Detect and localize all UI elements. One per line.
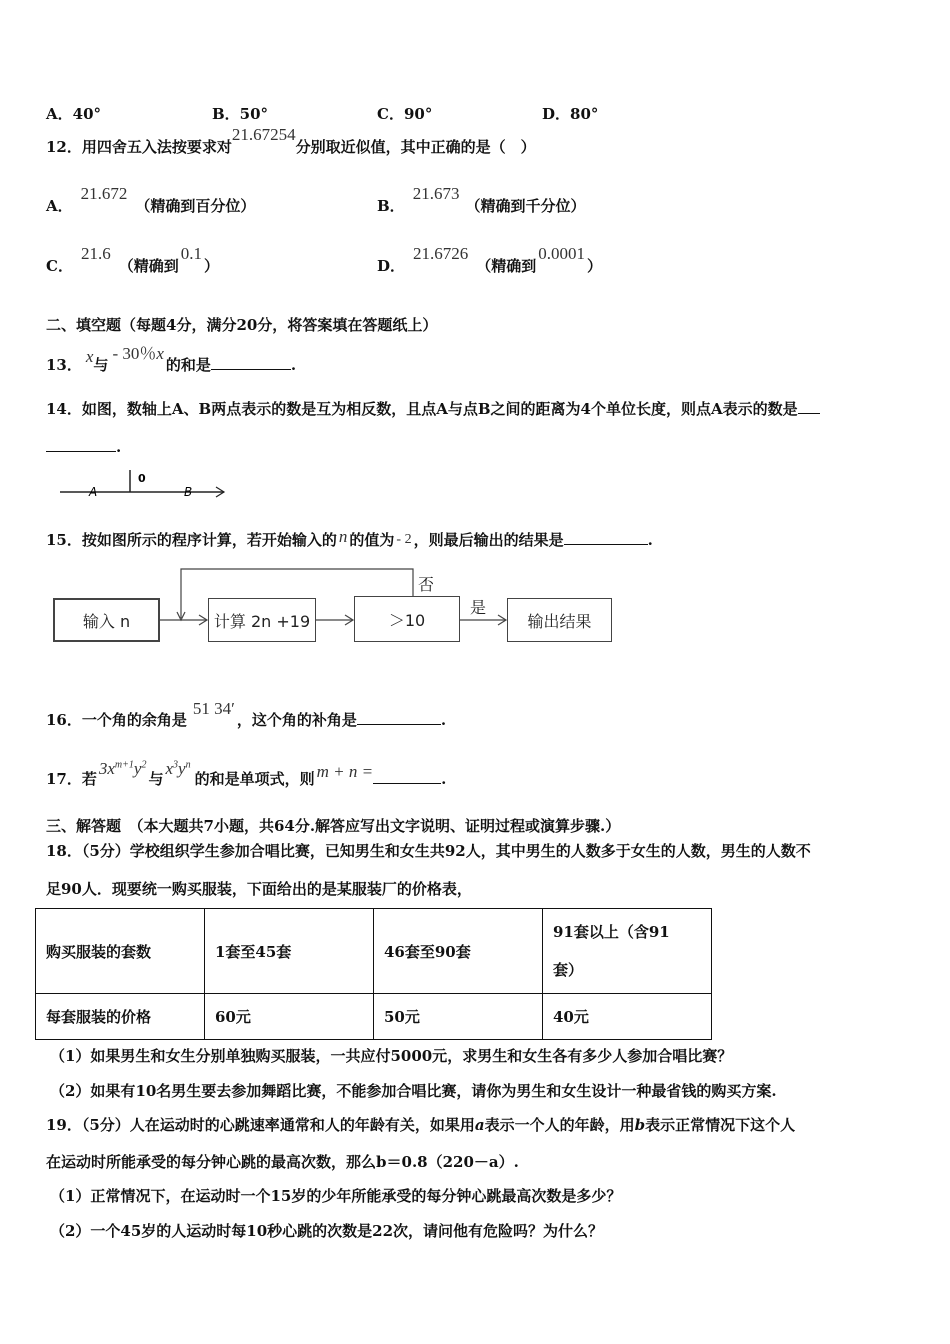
- flow-input-box: 输入 n: [53, 598, 160, 642]
- table-row: [36, 994, 712, 1040]
- q17-stem: 17．若$3x^{m+1}y^2$与$x^3y^n$的和是单项式，则 m + n = .: [46, 759, 447, 788]
- flow-condition-box: ＞10: [354, 596, 460, 642]
- table-cell: 60元: [205, 994, 374, 1040]
- q11-option-d: D．80°: [542, 105, 599, 123]
- table-cell: 91套以上（含91 套）: [543, 909, 712, 994]
- table-cell: 40元: [543, 994, 712, 1040]
- number-line-figure: [56, 466, 228, 506]
- q11-option-b: B．50°: [212, 105, 269, 123]
- number-line-zero-label: 0: [138, 472, 146, 485]
- q16-stem: 16．一个角的余角是51 34′，这个角的补角是 .: [46, 699, 447, 729]
- number-line-point-b: B: [184, 485, 193, 499]
- table-cell: 50元: [374, 994, 543, 1040]
- q18-stem-line1: 18．（5分）学校组织学生参加合唱比赛，已知男生和女生共92人，其中男生的人数多于女生的人数，男生的人数不: [46, 842, 811, 860]
- section-3-heading: 三、解答题 （本大题共7小题，共64分.解答应写出文字说明、证明过程或演算步骤.）: [46, 817, 621, 835]
- table-cell: 46套至90套: [374, 909, 543, 994]
- q18-stem-line2: 足90人．现要统一购买服装，下面给出的是某服装厂的价格表，: [46, 880, 472, 898]
- q12-option-a: A．21.672（精确到百分位）: [46, 184, 256, 215]
- number-line-point-a: A: [89, 485, 98, 499]
- q15-stem: 15．按如图所示的程序计算，若开始输入的 n 的值为 - 2 ，则最后输出的结果是 .: [46, 527, 653, 549]
- table-row: [36, 909, 712, 994]
- table-cell: 每套服装的价格: [36, 994, 205, 1040]
- q18-sub2: （2）如果有10名男生要去参加舞蹈比赛，不能参加合唱比赛，请你为男生和女生设计一种最省钱的购买方案.: [50, 1082, 777, 1100]
- q13-stem: 13． x与- 30％x的和是 .: [46, 344, 297, 374]
- q11-option-a: A．40°: [46, 105, 102, 123]
- flow-no-label: 否: [418, 575, 435, 594]
- q19-sub2: （2）一个45岁的人运动时每10秒心跳的次数是22次，请问他有危险吗？为什么？: [50, 1222, 604, 1240]
- q11-option-c: C．90°: [377, 105, 433, 123]
- flow-calc-box: 计算 2n +19: [208, 598, 316, 642]
- q18-sub1: （1）如果男生和女生分别单独购买服装，一共应付5000元，求男生和女生各有多少人参加合唱比赛？: [50, 1047, 733, 1065]
- q12-option-d: D．21.6726（精确到0.0001）: [377, 244, 603, 275]
- flow-yes-label: 是: [470, 598, 487, 617]
- q19-stem-line1: 19．（5分）人在运动时的心跳速率通常和人的年龄有关，如果用a表示一个人的年龄，用b表示正常情况下这个人: [46, 1116, 796, 1134]
- q12-option-b: B．21.673（精确到千分位）: [377, 184, 586, 215]
- table-cell: 购买服装的套数: [36, 909, 205, 994]
- price-table: [35, 908, 712, 1040]
- q19-sub1: （1）正常情况下，在运动时一个15岁的少年所能承受的每分钟心跳最高次数是多少？: [50, 1187, 622, 1205]
- q12-option-c: C．21.6（精确到0.1）: [46, 244, 219, 275]
- table-cell: 1套至45套: [205, 909, 374, 994]
- q12-stem: 12．用四舍五入法按要求对21.67254分别取近似值，其中正确的是（ ）: [46, 125, 536, 156]
- q14-stem: 14．如图，数轴上A、B两点表示的数是互为相反数，且点A与点B之间的距离为4个单位长度，则点A表示的数是: [46, 398, 820, 419]
- q19-stem-line2: 在运动时所能承受的每分钟心跳的最高次数，那么b＝0.8（220－a）.: [46, 1153, 519, 1171]
- q14-stem-line2: .: [46, 437, 121, 456]
- section-2-heading: 二、填空题（每题4分，满分20分，将答案填在答题纸上）: [46, 316, 438, 334]
- flow-output-box: 输出结果: [507, 598, 612, 642]
